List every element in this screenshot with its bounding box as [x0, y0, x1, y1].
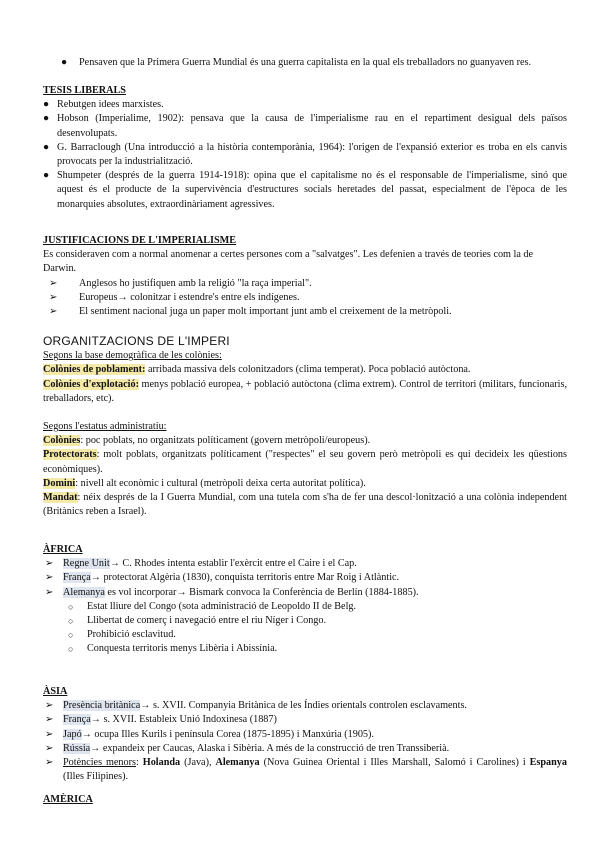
list-item-text: → s. XVII. Estableix Unió Indoxinesa (1887)	[90, 714, 277, 726]
section-heading: TESIS LIBERALS	[43, 85, 126, 96]
country-label: Alemanya	[63, 586, 105, 598]
definition-protectorats	[43, 448, 567, 476]
arrow-bullet-icon: ➢	[45, 558, 54, 570]
definition-text: menys població europea, + població autòctona (clima extrem). Control de territori (militars, funcionaris, treballadors, etc).	[43, 378, 567, 404]
circle-bullet-icon: ○	[68, 601, 74, 612]
country-label: Presència britànica	[63, 700, 141, 712]
country-name: Espanya	[529, 757, 567, 769]
list-item	[43, 56, 567, 70]
definition-colonies	[43, 434, 567, 448]
bullet-icon: ●	[43, 113, 50, 125]
list-item	[43, 557, 567, 571]
justificacions-list	[43, 277, 567, 320]
country-name: Alemanya	[215, 757, 260, 769]
america-section	[43, 793, 567, 807]
list-item: ➢ Potències menors: Holanda (Java), Alemanya (Nova Guinea Oriental i Illes Marshall, Salomó i Carolines) i Espanya (Illes Filipines).	[45, 757, 567, 783]
country-name: Holanda	[142, 757, 181, 769]
list-item	[43, 614, 567, 628]
country-label: Japó	[63, 728, 82, 740]
justificacions-section	[43, 234, 567, 319]
list-item-text: Conquesta territoris menys Libèria i Abissínia.	[87, 643, 278, 655]
tesis-section	[43, 84, 567, 212]
list-item-text: Pensaven que la Primera Guerra Mundial és una guerra capitalista en la qual els treballadors no guanyaven res.	[79, 57, 532, 68]
list-item	[43, 291, 567, 305]
list-item-text: Rebutgen idees marxistes.	[57, 99, 164, 111]
list-item-text: → ocupa Illes Kurils i península Corea (1875-1895) i Manxúria (1905).	[81, 728, 374, 740]
arrow-bullet-icon: ➢	[45, 728, 54, 740]
subheading: Segons la base demogràfica de les colònies:	[43, 350, 222, 362]
list-item	[43, 699, 567, 713]
list-item-text: G. Barraclough (Una introducció a la història contemporània, 1964): l'origen de l'expansió exterior es troba en els canvis provocats per la industrialització.	[57, 141, 567, 168]
term: Protectorats	[43, 449, 97, 461]
section-heading: ÀFRICA	[43, 544, 83, 555]
bullet-icon: ●	[43, 99, 50, 111]
definition-explotacio	[43, 378, 567, 406]
list-item-text: → expandeix per Caucas, Alaska i Sibèria. A més de la construcció de tren Transsiberià.	[90, 742, 450, 754]
tesis-list	[43, 98, 567, 212]
list-item	[43, 600, 567, 614]
country-label: França	[63, 714, 91, 726]
list-item-text: Shumpeter (després de la guerra 1914-1918): opina que el capitalisme no és el responsable de l'imperialisme, sinó que aquest és el producte de la supervivència d'estructures socials heretades del passat, especialment de l'època de les monarquies absolutes, extraordinàriament agressives.	[57, 170, 567, 210]
list-item	[43, 586, 567, 600]
term: Colònies	[43, 435, 81, 447]
circle-bullet-icon: ○	[68, 644, 74, 655]
section-heading: ÀSIA	[43, 686, 68, 697]
list-item-text: → C. Rhodes intenta establir l'exèrcit entre el Caire i el Cap.	[109, 558, 357, 570]
circle-bullet-icon: ○	[68, 630, 74, 641]
asia-list	[43, 699, 567, 784]
list-item	[43, 571, 567, 585]
bullet-icon: ●	[43, 170, 50, 182]
list-item	[43, 642, 567, 656]
definition-text: : nivell alt econòmic i cultural (metròpoli deixa certa autoritat política).	[75, 477, 366, 489]
definition-mandat	[43, 491, 567, 519]
definition-text: : néix després de la I Guerra Mundial, com una tutela com s'ha de fer una descol·lonització a una colònia independent (Britànics reben a Israel).	[43, 492, 567, 518]
list-item	[43, 112, 567, 140]
organitzacions-section	[43, 334, 567, 519]
list-item-text: Estat lliure del Congo (sota administració de Leopoldo II de Belg.	[87, 600, 357, 612]
africa-list	[43, 557, 567, 600]
term: Colònies de poblament:	[43, 364, 146, 376]
subheading: Segons l'estatus administratiu:	[43, 421, 167, 433]
list-item	[43, 728, 567, 742]
arrow-bullet-icon: ➢	[45, 586, 54, 598]
country-label: França	[63, 572, 91, 584]
list-item-text: → protectorat Algèria (1830), conquista territoris entre Mar Roig i Atlàntic.	[90, 572, 400, 584]
definition-text: arribada massiva dels colonitzadors (clima temperat). Poca població autòctona.	[145, 364, 471, 376]
list-item	[43, 713, 567, 727]
definition-text: : poc poblats, no organitzats políticament (govern metròpoli/europeus).	[80, 435, 371, 447]
list-item-text: es vol incorporar→ Bismark convoca la Conferència de Berlín (1884-1885).	[104, 586, 419, 598]
africa-sublist	[43, 600, 567, 657]
list-item-text: → s. XVII. Companyia Britànica de les Índies orientals controlen esclavaments.	[140, 700, 467, 712]
circle-bullet-icon: ○	[68, 616, 74, 627]
list-item	[43, 141, 567, 169]
list-item-text: El sentiment nacional juga un paper molt important junt amb el creixement de la metròpoli.	[79, 306, 452, 318]
list-item-text: Llibertat de comerç i navegació entre el riu Níger i Congo.	[87, 615, 327, 627]
list-item-text: Europeus→ colonitzar i estendre's entre els indígenes.	[79, 291, 300, 303]
term: Domini	[43, 477, 76, 489]
arrow-bullet-icon: ➢	[45, 742, 54, 754]
potencies-label: Potències menors	[63, 757, 136, 769]
definition-domini	[43, 477, 567, 491]
bullet-icon: ●	[43, 141, 50, 153]
section-heading: ORGANITZACIONS DE L'IMPERI	[43, 334, 230, 348]
africa-section	[43, 543, 567, 657]
list-item	[43, 98, 567, 112]
list-item	[43, 628, 567, 642]
bullet-icon: ●	[61, 57, 68, 68]
section-heading: AMÈRICA	[43, 794, 93, 805]
country-label: Rússia	[63, 742, 91, 754]
list-item	[43, 742, 567, 756]
definition-poblament	[43, 363, 567, 377]
arrow-bullet-icon: ➢	[45, 757, 54, 769]
arrow-bullet-icon: ➢	[45, 572, 54, 584]
term: Colònies d'explotació:	[43, 378, 139, 390]
arrow-bullet-icon: ➢	[49, 291, 58, 303]
list-item	[43, 169, 567, 212]
arrow-bullet-icon: ➢	[45, 700, 54, 712]
list-item-text: Anglesos ho justifiquen amb la religió "la raça imperial".	[79, 277, 312, 289]
paragraph: Es consideraven com a normal anomenar a certes persones com a "salvatges". Les defenien a través de teories com la de Darwin.	[43, 249, 534, 275]
arrow-bullet-icon: ➢	[49, 277, 58, 289]
asia-section	[43, 685, 567, 784]
list-item	[43, 277, 567, 291]
intro-list	[43, 56, 567, 70]
country-label: Regne Unit	[63, 558, 110, 570]
term: Mandat	[43, 492, 78, 504]
list-item-text: Prohibició esclavitud.	[87, 629, 176, 641]
section-heading: JUSTIFICACIONS DE L'IMPERIALISME	[43, 235, 237, 246]
arrow-bullet-icon: ➢	[49, 306, 58, 318]
list-item-text: Hobson (Imperialime, 1902): pensava que la causa de l'imperialisme rau en el repartiment desigual dels països desenvolupats.	[57, 113, 567, 139]
list-item	[43, 305, 567, 319]
definition-text: : molt poblats, organitzats políticament ("respectes" el seu govern però metròpoli es qui decideix les qüestions econòmiques).	[43, 449, 567, 475]
arrow-bullet-icon: ➢	[45, 714, 54, 726]
